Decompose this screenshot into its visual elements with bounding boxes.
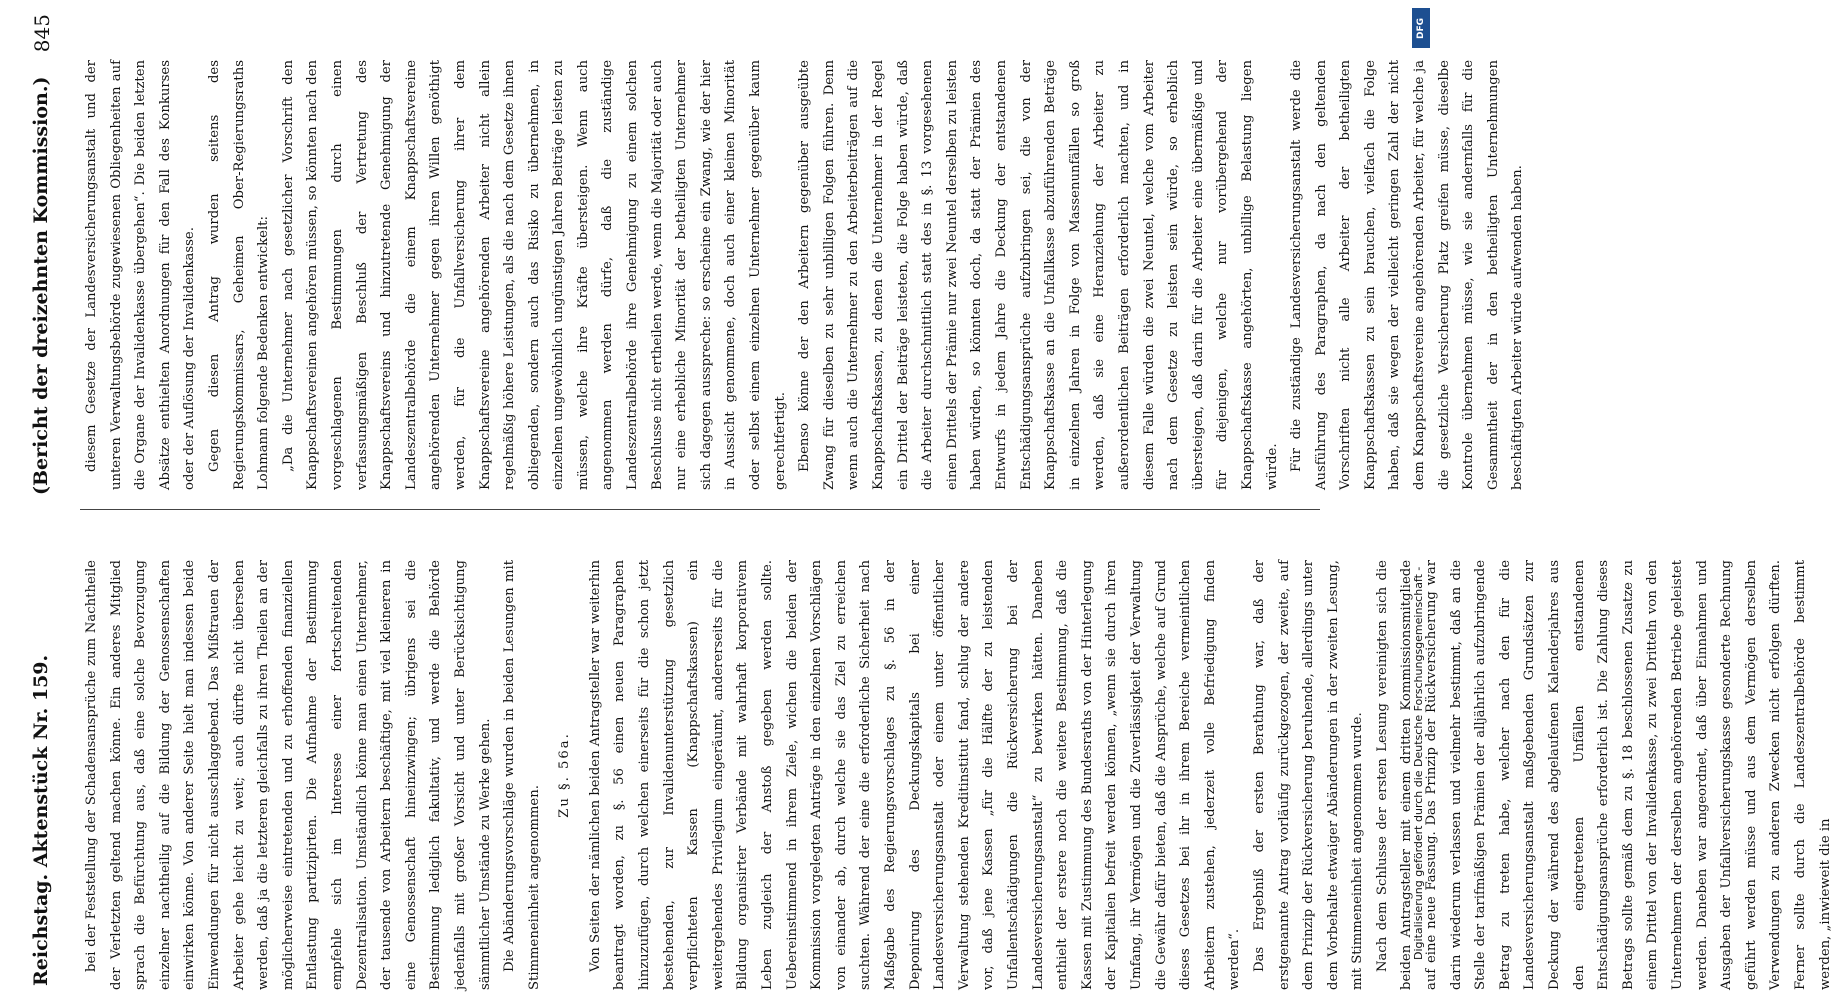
paragraph: Das Ergebniß der ersten Berathung war, daß der erstgenannte Antrag vorläufig zurückgezogen, der zweite, auf dem Prinzip der Rückversicherung beruhende, allerdings unter dem Vorbehalte etwaiger Abänderungen in der zweiten Lesung, mit Stimmeneinheit angenommen wurde. [1251, 560, 1366, 990]
paragraph: Von Seiten der nämlichen beiden Antragsteller war weiterhin beantragt worden, zu §. 56 einen neuen Paragraphen hinzuzufügen, durch welchen einerseits für die schon jetzt bestehenden, zur Invalidenunterstützung gesetzlich verpflichteten Kassen (Knappschaftskassen) ein weitergehendes Privilegium eingeräumt, andererseits für die Bildung organisirter Verbände mit wahrhaft korporativem Leben zugleich der Anstoß gegeben werden sollte. Uebereinstimmend in ihrem Ziele, wichen die beiden der Kommission vorgelegten Anträge in den einzelnen Vorschlägen von einander ab, durch welche sie das Ziel zu erreichen suchten. Während der eine die erforderliche Sicherheit nach Maßgabe des Regierungsvorschlages zu §. 56 in der Deponirung des Deckungskapitals bei einer Landesversicherungsanstalt oder einem unter öffentlicher Verwaltung stehenden Kreditinstitut fand, schlug der andere vor, daß jene Kassen „für die Hälfte der zu leistenden Unfallentschädigungen die Rückversicherung bei der Landesversicherungsanstalt“ zu bewirken hätten. Daneben enthielt der erstere noch die weitere Bestimmung, daß die Kassen mit Zustimmung des Bundesraths von der Hinterlegung der Kapitalien befreit werden können, „wenn sie durch ihren Umfang, ihr Vermögen und die Zuverlässigkeit der Verwaltung die Gewähr dafür bieten, daß die Ansprüche, welche auf Grund dieses Gesetzes bei ihr in ihrem Bereiche vermeintlichen Arbeitern zustehen, jederzeit volle Befriedigung finden werden“. [587, 560, 1243, 990]
paragraph: Ebenso könne der den Arbeitern gegenüber ausgeübte Zwang für dieselben zu sehr unbilligen Folgen führen. Denn wenn auch die Unternehmer zu den Arbeiterbeiträgen auf die Knappschaftskassen, zu denen die Unternehmer in der Regel ein Drittel der Beiträge leisteten, die Folge haben würde, daß die Arbeiter durchschnittlich statt des in §. 13 vorgesehenen einen Drittels der Prämie nur zwei Neuntel derselben zu leisten haben würden, so könnten doch, da statt der Prämien des Entwurfs in jedem Jahre die Deckung der entstandenen Entschädigungsansprüche aufzubringen sei, die von der Knappschaftskasse an die Unfallkasse abzuführenden Beträge in einzelnen Jahren in Folge von Massenunfällen so groß werden, daß sie eine Heranziehung der Arbeiter zu außerordentlichen Beiträgen erforderlich machten, und in diesem Falle würden die zwei Neuntel, welche vom Arbeiter nach dem Gesetze zu leisten sein würde, so erheblich übersteigen, daß darin für die Arbeiter eine übermäßige und für diejenigen, welche nur vorübergehend der Knappschaftskasse angehörten, unbillige Belastung liegen würde. [797, 60, 1280, 490]
section-heading: Zu §. 56a. [557, 732, 573, 818]
dfg-logo: DFG [1412, 8, 1430, 48]
header-right: (Bericht der dreizehnten Kommission.) [30, 76, 52, 495]
header-left: Reichstag. Aktenstück Nr. 159. [30, 654, 52, 986]
digitization-credit: Digitalisierung gefördert durch die Deutsche Forschungsgemeinschaft - [1412, 566, 1425, 960]
paragraph: Nach dem Schlusse der ersten Lesung vereinigten sich die beiden Antragsteller mit einem dritten Kommissionsmitgliede auf eine neue Fassung. Das Prinzip der Rückversicherung war darin wiederum verlassen und vielmehr bestimmt, daß an die Stelle der tarifmäßigen Prämien der alljährlich aufzubringende Betrag zu treten habe, welcher nach den für die Landesversicherungsanstalt maßgebenden Grundsätzen zur Deckung der während des abgelaufenen Kalenderjahres aus den eingetretenen Unfällen entstandenen Entschädigungsansprüche erforderlich ist. Die Zahlung dieses Betrags sollte gemäß dem zu §. 18 beschlossenen Zusatze zu einem Drittel von der Invalidenkasse, zu zwei Dritteln von den Unternehmern der derselben angehörenden Betriebe geleistet werden. Daneben war angeordnet, daß über Einnahmen und Ausgaben der Unfallversicherungskasse gesonderte Rechnung geführt werden müsse und aus dem Vermögen derselben Verwendungen zu anderen Zwecken nicht erfolgen dürften. Ferner sollte durch die Landeszentralbehörde bestimmt werden, „inwieweit die in [1374, 560, 1833, 990]
text-column-right [80, 60, 1526, 490]
page-number: 845 [30, 14, 54, 53]
paragraph: Für die zuständige Landesversicherungsanstalt werde die Ausführung des Paragraphen, da nach den geltenden Vorschriften nicht alle Arbeiter der betheiligten Knappschaftskassen zu sein brauchen, vielfach die Folge haben, daß sie wegen der vielleicht geringen Zahl der nicht dem Knappschaftsvereine angehörenden Arbeiter, für welche ja die gesetzliche Versicherung Platz greifen müsse, dieselbe Kontrole übernehmen müsse, wie sie andernfalls für die Gesammtheit der in den betheiligten Unternehmungen beschäftigten Arbeiter würde aufwenden haben. [1289, 60, 1526, 490]
paragraph: Die Abänderungsvorschläge wurden in beiden Lesungen mit Stimmeneinheit angenommen. [502, 560, 542, 990]
paragraph: Gegen diesen Antrag wurden seitens des Regierungskommissars, Geheimen Ober-Regierungsraths Lohmann folgende Bedenken entwickelt: [206, 60, 272, 490]
paragraph: bei der Feststellung der Schadensansprüche zum Nachtheile der Verletzten geltend machen könne. Ein anderes Mitglied sprach die Befürchtung aus, daß eine solche Bevorzugung einzelner nachtheilig auf die Bildung der Genossenschaften einwirken könne. Von anderer Seite hielt man indessen beide Einwendungen für nicht ausschlaggebend. Das Mißtrauen der Arbeiter gehe leicht zu weit; auch dürfte nicht übersehen werden, daß ja die letzteren gleichfalls zu ihren Theilen an der möglicherweise eintretenden und zu erhoffenden finanziellen Entlastung partizipirten. Die Aufnahme der Bestimmung empfehle sich im Interesse einer fortschreitenden Dezentralisation. Umständlich könne man einen Unternehmer, der tausende von Arbeitern beschäftige, mit viel kleineren in eine Genossenschaft hineinzwingen; übrigens sei die Bestimmung lediglich fakultativ, und werde die Behörde jedenfalls mit großer Vorsicht und unter Berücksichtigung sämmtlicher Umstände zu Werke gehen. [84, 560, 493, 990]
running-header [22, 0, 72, 1000]
column-divider [80, 509, 1320, 510]
paragraph: „Da die Unternehmer nach gesetzlicher Vorschrift den Knappschaftsvereinen angehören müssen, so könnten nach den vorgeschlagenen Bestimmungen durch einen verfassungsmäßigen Beschluß der Vertretung des Knappschaftsvereins und hinzutretende Genehmigung der Landeszentralbehörde die einem Knappschaftsvereine angehörenden Unternehmer gegen ihren Willen genöthigt werden, für die Unfallversicherung ihrer dem Knappschaftsvereine angehörenden Arbeiter nicht allein regelmäßig höhere Leistungen, als die nach dem Gesetze ihnen obliegenden, sondern auch das Risiko zu übernehmen, in einzelnen ungewöhnlich ungünstigen Jahren Beiträge leisten zu müssen, welche ihre Kräfte übersteigen. Wenn auch angenommen werden dürfe, daß die zuständige Landeszentralbehörde ihre Genehmigung zu einem solchen Beschlusse nicht ertheilen werde, wenn die Majorität oder auch nur eine erhebliche Minorität der betheiligten Unternehmer sich dagegen ausspreche: so erscheine ein Zwang, wie der hier in Aussicht genommene, doch auch einer kleinen Minorität oder selbst einem einzelnen Unternehmer gegenüber kaum gerechtfertigt. [280, 60, 788, 490]
paragraph: diesem Gesetze der Landesversicherungsanstalt und der unteren Verwaltungsbehörde zugewiesenen Obliegenheiten auf die Organe der Invalidenkasse übergehen“. Die beiden letzten Absätze enthielten Anordnungen für den Fall des Konkurses oder der Auflösung der Invalidenkasse. [84, 60, 198, 490]
